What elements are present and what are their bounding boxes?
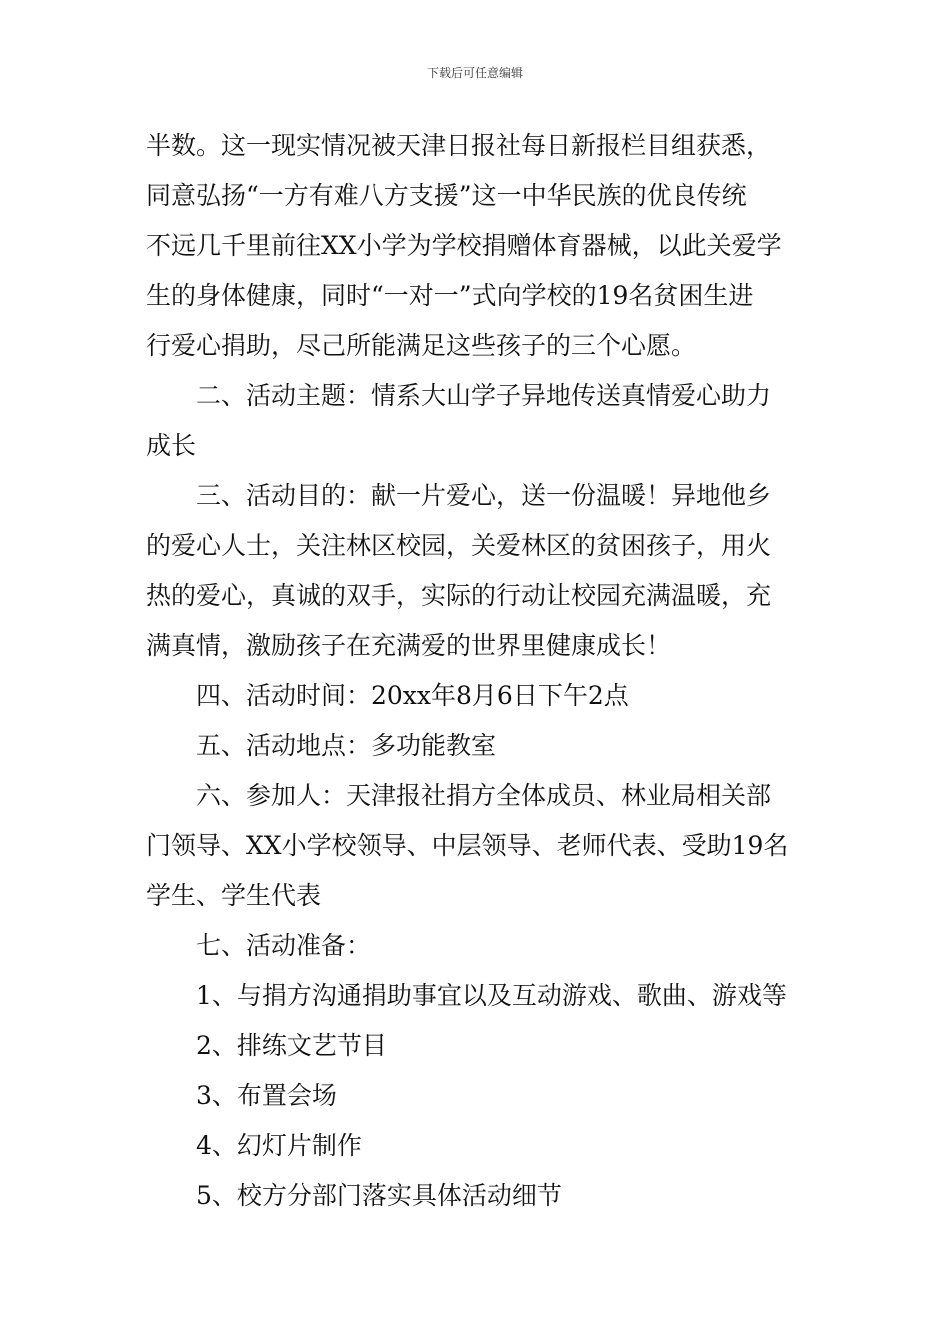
section-heading-purpose: 三、活动目的：献一片爱心，送一份温暖！异地他乡 — [196, 481, 772, 510]
text-line: 热的爱心，真诚的双手，实际的行动让校园充满温暖，充 — [146, 581, 772, 610]
page-header: 下载后可任意编辑 — [426, 66, 523, 80]
list-item: 4、幻灯片制作 — [196, 1131, 362, 1160]
list-item: 1、与捐方沟通捐助事宜以及互动游戏、歌曲、游戏等 — [196, 981, 787, 1010]
text-line: 学生、学生代表 — [146, 881, 322, 910]
list-item: 5、校方分部门落实具体活动细节 — [196, 1181, 562, 1210]
text-line: 同意弘扬“一方有难八方支援”这一中华民族的优良传统 — [146, 181, 747, 210]
text-line: 门领导、XX小学校领导、中层领导、老师代表、受助19名 — [146, 831, 789, 860]
list-item: 2、排练文艺节目 — [196, 1031, 387, 1060]
text-line: 的爱心人士，关注林区校园，关爱林区的贫困孩子，用火 — [146, 531, 772, 560]
list-item: 3、布置会场 — [196, 1081, 337, 1110]
section-heading-location: 五、活动地点：多功能教室 — [196, 731, 497, 760]
section-heading-time: 四、活动时间：20xx年8月6日下午2点 — [196, 681, 629, 710]
text-line: 生的身体健康，同时“一对一”式向学校的19名贫困生进 — [146, 281, 754, 310]
section-heading-preparation: 七、活动准备： — [196, 931, 372, 960]
document-body — [146, 121, 810, 1221]
section-heading-theme: 二、活动主题：情系大山学子异地传送真情爱心助力 — [196, 381, 772, 410]
section-heading-participants: 六、参加人：天津报社捐方全体成员、林业局相关部 — [196, 781, 772, 810]
text-line: 不远几千里前往XX小学为学校捐赠体育器械，以此关爱学 — [146, 231, 782, 260]
text-line: 半数。这一现实情况被天津日报社每日新报栏目组获悉， — [146, 131, 772, 160]
text-line: 成长 — [146, 431, 197, 460]
text-line: 满真情，激励孩子在充满爱的世界里健康成长！ — [146, 631, 672, 660]
text-line: 行爱心捐助，尽己所能满足这些孩子的三个心愿。 — [146, 331, 697, 360]
